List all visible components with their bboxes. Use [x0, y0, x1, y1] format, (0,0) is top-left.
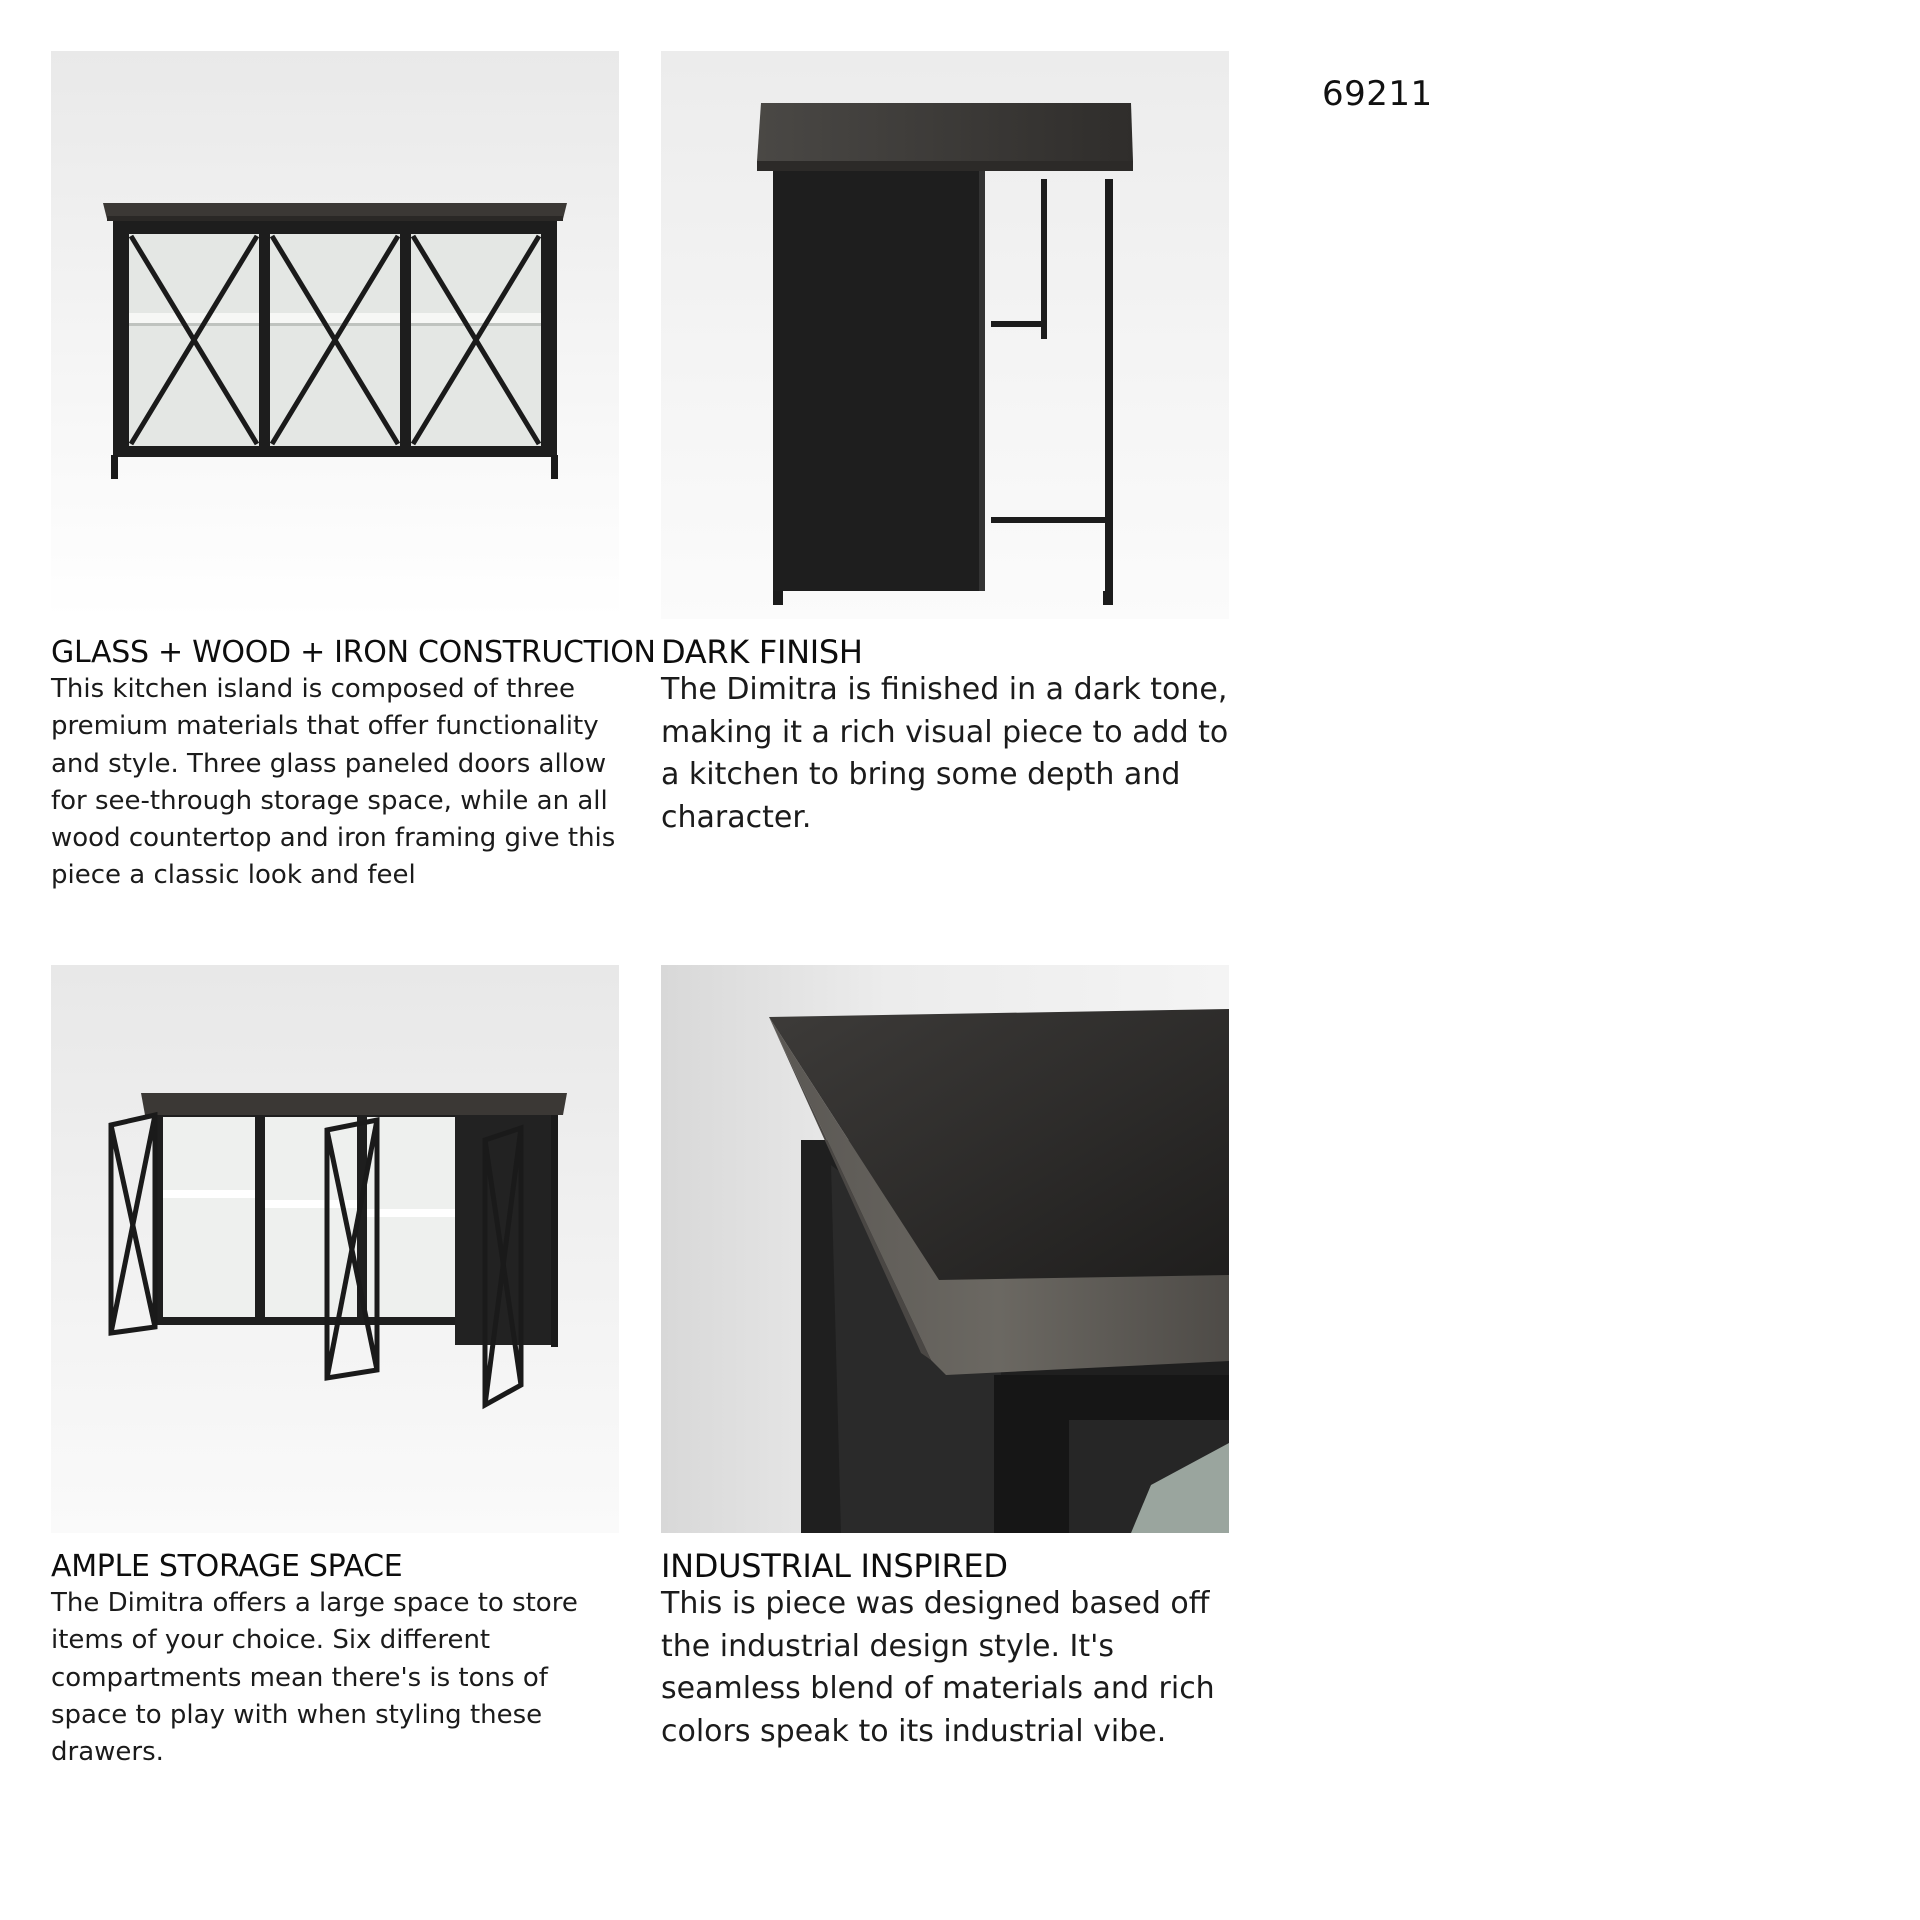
product-photo-side: [661, 51, 1229, 619]
feature-heading: AMPLE STORAGE SPACE: [51, 1549, 403, 1584]
feature-description: This is piece was designed based off the industrial design style. It's seamless blend of materials and rich colors speak to its industrial vibe.: [661, 1586, 1215, 1749]
product-photo-open-doors: [51, 965, 619, 1533]
product-sku: 69211: [1322, 74, 1433, 114]
product-photo-front: [51, 51, 619, 619]
product-photo-corner-detail: [661, 965, 1229, 1533]
feature-description: This kitchen island is composed of three premium materials that offer functionality and style. Three glass paneled doors allow for see-through storage space, while an all wood countertop and iron framing give this piece a classic look and feel: [51, 674, 616, 891]
feature-heading: INDUSTRIAL INSPIRED: [661, 1547, 1008, 1585]
feature-heading: DARK FINISH: [661, 633, 863, 671]
feature-description: The Dimitra offers a large space to store items of your choice. Six different compartments mean there's is tons of space to play with when styling these drawers.: [51, 1588, 578, 1768]
feature-heading: GLASS + WOOD + IRON CONSTRUCTION: [51, 635, 656, 670]
feature-description: The Dimitra is finished in a dark tone, making it a rich visual piece to add to a kitchen to bring some depth and character.: [661, 672, 1229, 835]
